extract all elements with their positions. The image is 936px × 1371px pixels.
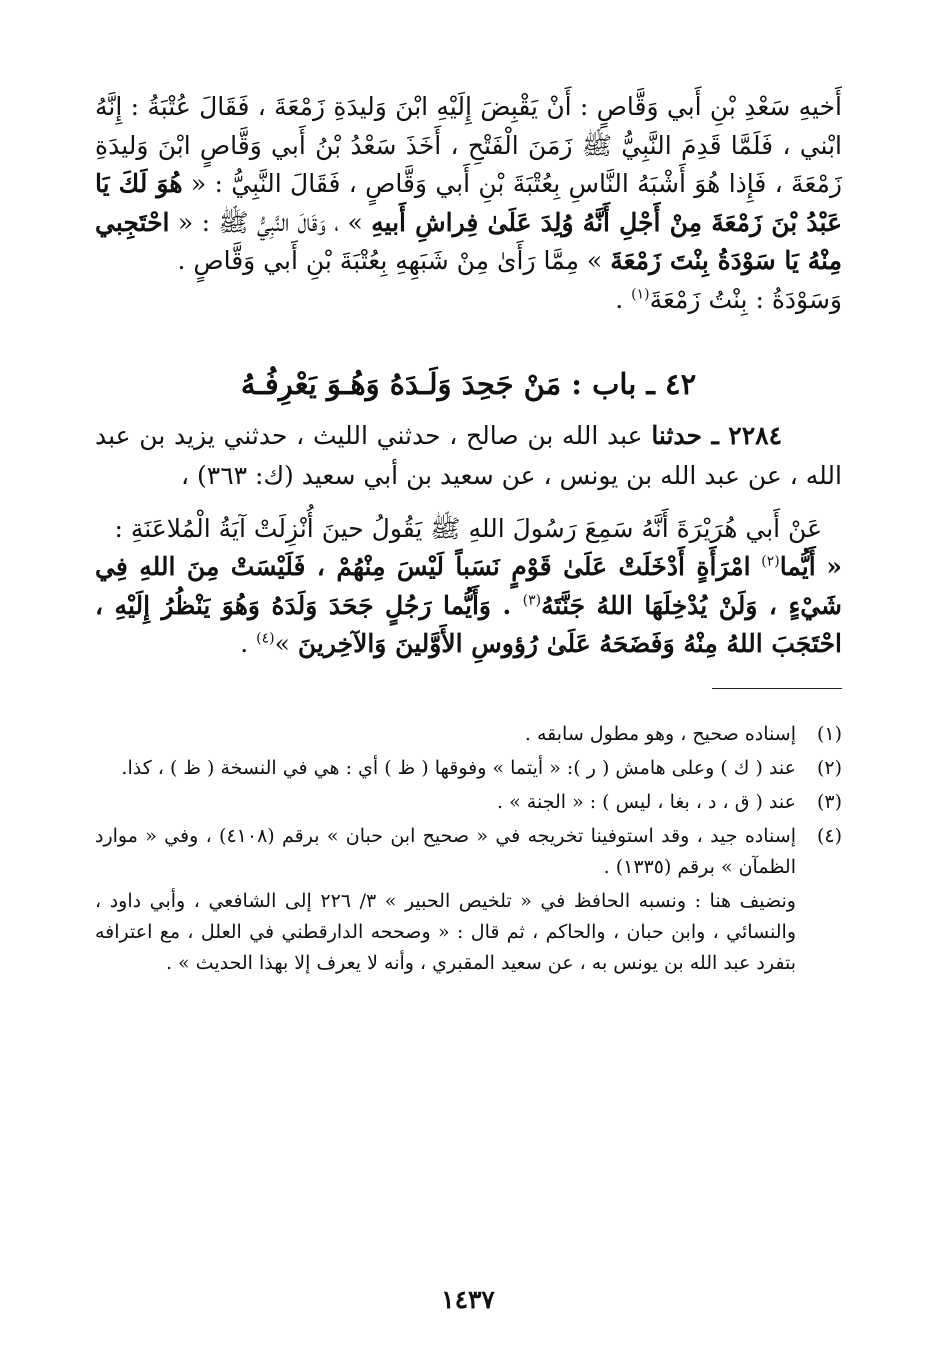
quote-close: » — [274, 629, 298, 659]
footnote-ref-3: (٣) — [522, 592, 542, 609]
footnote-number: (١) — [816, 722, 842, 745]
footnote-ref-4: (٤) — [256, 631, 275, 648]
hadith-intro: عَنْ أَبي هُرَيْرَةَ أَنَّهُ سَمِعَ رَسُولَ اللهِ ﷺ يَقُولُ حينَ أُنْزِلَتْ آيَةُ الْمُلاعَنَةِ : — [114, 513, 822, 543]
sentence-end: . — [615, 284, 632, 314]
hadith-saying-man: . وَأَيُّما رَجُلٍ جَحَدَ وَلَدَهُ وَهُوَ يَنْظُرُ إِلَيْهِ ، احْتَجَبَ اللهُ مِنْهُ وَفَضَحَهُ عَلَىٰ رُؤوسِ الأَوَّلينَ وَالآخِرينَ — [95, 590, 842, 659]
footnote-text: عند ( ك ) وعلى هامش ( ر ): « أيتما » وفوقها ( ظ ) أي : هي في النسخة ( ظ ) ، كذا. — [121, 756, 796, 779]
footnote-text: إسناده صحيح ، وهو مطول سابقه . — [524, 722, 796, 745]
sawda-note: وَسَوْدَةُ : بِنْتُ زَمْعَةَ — [649, 284, 842, 314]
prophet-saying-1: هُوَ لَكَ يَا عَبْدُ بْنَ زَمْعَةَ مِنْ أَجْلِ أَنَّهُ وُلِدَ عَلَىٰ فِراشِ أَبيهِ — [95, 169, 842, 237]
footnote-4 — [95, 821, 842, 883]
hadith-saying-woman: امْرَأَةٍ أَدْخَلَتْ عَلَىٰ قَوْمٍ نَسَباً لَيْسَ مِنْهُمْ ، فَلَيْسَتْ مِنَ اللهِ فِي شَيْءٍ ، وَلَنْ يُدْخِلَهَا اللهُ جَنَّتَهُ — [95, 552, 842, 620]
footnotes — [95, 719, 842, 979]
isnad-chain: عبد الله بن صالح ، حدثني الليث ، حدثني يزيد بن عبد الله ، عن عبد الله بن يونس ، عن سعيد بن أبي سعيد (ك: ٣٦٣) ، — [95, 420, 842, 490]
book-page — [95, 88, 842, 1348]
footnote-ref-2: (٢) — [761, 553, 780, 570]
hadith-word-ayyuma: أَيُّما — [779, 552, 816, 582]
footnote-2 — [95, 753, 842, 784]
footnote-number: (٣) — [816, 790, 842, 813]
footnote-ref-1: (١) — [631, 286, 650, 303]
narration-continuation: » ، وَقَالَ النَّبِيُّ ﷺ : « — [177, 207, 363, 237]
hadith-number: ٢٢٨٤ ـ حدثنا — [651, 420, 782, 450]
hadith-isnad — [95, 416, 842, 496]
preceding-hadith-text — [95, 88, 842, 320]
chapter-heading: ٤٢ ـ باب : مَنْ جَحِدَ وَلَـدَهُ وَهُـوَ يَعْرِفُـهُ — [240, 366, 697, 401]
footnote-number: (٤) — [816, 824, 842, 847]
narration-resemblance: » مِمَّا رَأَىٰ مِنْ شَبَهِهِ بِعُتْبَةَ بْنِ أَبي وَقَّاصٍ . — [177, 246, 603, 276]
prophet-saying-2: احْتَجِبي مِنْهُ يَا سَوْدَةُ بِنْتَ زَمْعَةَ — [95, 207, 842, 276]
text-line-1: أَخيهِ سَعْدِ بْنِ أَبي وَقَّاصٍ : أَنْ يَقْبِضَ إِلَيْهِ ابْنَ وَليدَةِ زَمْعَةَ ، فَقَالَ عُتْبَةُ : إِنَّهُ — [95, 92, 842, 121]
page-number: ١٤٣٧ — [441, 1285, 495, 1314]
text-line-3: زَمْعَةَ ، فَإِذا هُوَ أَشْبَهُ النَّاسِ بِعُتْبَةَ بْنِ أَبي وَقَّاصٍ ، فَقَالَ النَّبِيُّ : « — [190, 169, 842, 199]
text-line-2: ابْني ، فَلَمَّا قَدِمَ النَّبِيُّ ﷺ زَمَنَ الْفَتْحِ ، أَخَذَ سَعْدُ بْنُ أَبي وَقَّاصٍ ابْنَ وَليدَةِ — [95, 130, 842, 160]
quote-open: « — [826, 552, 843, 582]
footnote-separator — [712, 688, 842, 689]
footnote-text: إسناده جيد ، وقد استوفينا تخريجه في « صحيح ابن حبان » برقم (٤١٠٨) ، وفي « موارد الظمآن » برقم (١٣٣٥) . — [95, 824, 796, 878]
hadith-end: . — [240, 629, 257, 659]
footnote-4-continuation: ونضيف هنا : ونسبه الحافظ في « تلخيص الحبير » ٣/ ٢٢٦ إلى الشافعي ، وأبي داود ، والنسائي ، وابن حبان ، والحاكم ، ثم قال : « وصححه الدارقطني في العلل ، مع اعترافه بتفرد عبد الله بن يونس به ، عن سعيد المقبري ، وأنه لا يعرف إلا بهذا الحديث » . — [95, 889, 796, 974]
footnote-number: (٢) — [816, 756, 842, 779]
footnote-text: عند ( ق ، د ، بغا ، ليس ) : « الجنة » . — [497, 790, 796, 813]
footnote-3 — [95, 787, 842, 818]
footnote-1 — [95, 719, 842, 750]
hadith-matn — [95, 510, 842, 664]
